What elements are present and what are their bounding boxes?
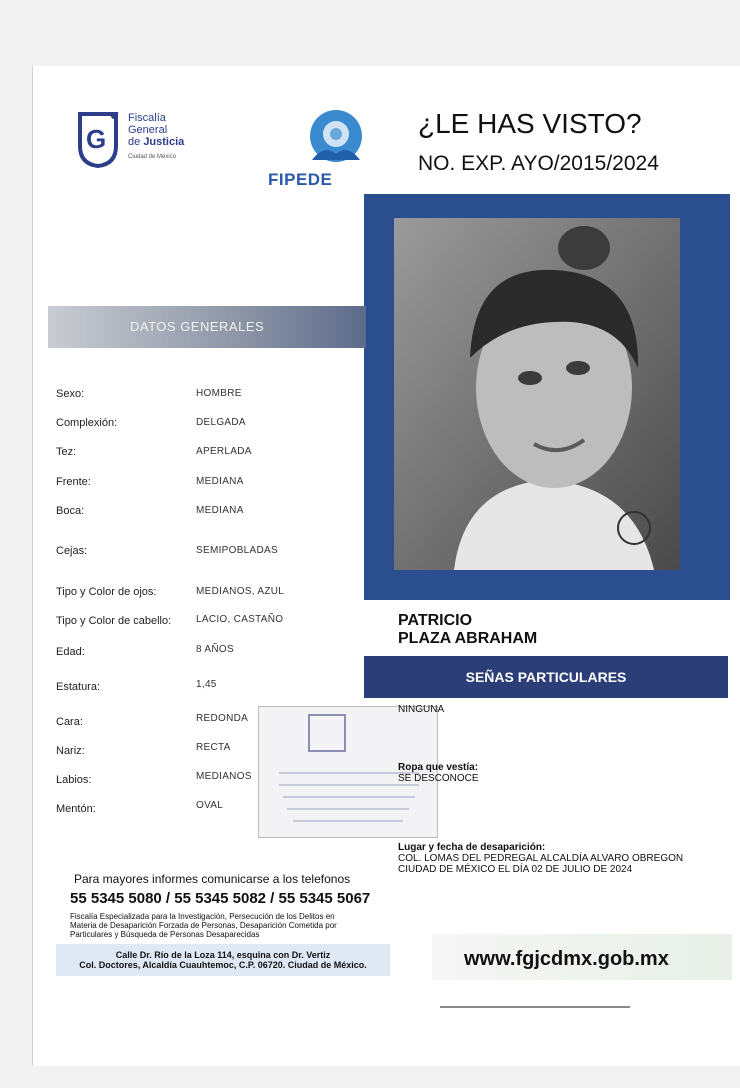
ropa-label: Ropa que vestía:: [398, 762, 479, 773]
fipede-label: FIPEDE: [268, 170, 333, 189]
person-last-names: PLAZA ABRAHAM: [398, 630, 538, 647]
fiscalia-line-1: Fiscalía Especializada para la Investigación, Persecución de los Delitos en: [70, 912, 335, 921]
org-sub: Ciudad de México: [128, 154, 177, 160]
field-value-sexo: HOMBRE: [196, 388, 242, 399]
field-value-cejas: SEMIPOBLADAS: [196, 545, 278, 556]
field-value-frente: MEDIANA: [196, 476, 244, 487]
expedient-number: NO. EXP. AYO/2015/2024: [418, 152, 659, 175]
field-value-nariz: RECTA: [196, 742, 231, 753]
org-line-3-bold: Justicia: [143, 136, 185, 148]
field-label-complexion: Complexión:: [56, 417, 118, 429]
field-label-estatura: Estatura:: [56, 681, 101, 693]
datos-generales-bar: [48, 306, 366, 348]
field-value-ojos: MEDIANOS, AZUL: [196, 586, 285, 597]
phone-numbers: 55 5345 5080 / 55 5345 5082 / 55 5345 5067: [70, 890, 371, 907]
org-line-1: Fiscalía: [128, 112, 166, 124]
field-value-complexion: DELGADA: [196, 417, 246, 428]
field-value-cara: REDONDA: [196, 713, 249, 724]
fiscalia-description: [70, 912, 390, 939]
lugar-block: [398, 842, 683, 875]
fipede-emblem-icon: [250, 108, 366, 170]
fipede-logo: [250, 108, 366, 188]
lugar-label: Lugar y fecha de desaparición:: [398, 842, 546, 853]
section-title: DATOS GENERALES: [130, 319, 265, 334]
website-link[interactable]: www.fgjcdmx.gob.mx: [464, 948, 669, 970]
field-label-frente: Frente:: [56, 476, 91, 488]
field-label-cabello: Tipo y Color de cabello:: [56, 615, 172, 627]
headline: ¿LE HAS VISTO?: [418, 108, 642, 139]
field-label-tez: Tez:: [56, 446, 77, 458]
photo-frame: [364, 194, 730, 600]
org-line-3-prefix: de: [128, 136, 141, 148]
person-first-name: PATRICIO: [398, 612, 473, 629]
address: [56, 950, 390, 970]
senas-particulares-bar: [364, 656, 728, 698]
field-label-cara: Cara:: [56, 716, 83, 728]
address-box: [56, 944, 390, 976]
svg-text:G: G: [86, 124, 107, 154]
field-label-edad: Edad:: [56, 646, 85, 658]
field-label-boca: Boca:: [56, 505, 85, 517]
field-label-nariz: Nariz:: [56, 745, 85, 757]
field-label-sexo: Sexo:: [56, 388, 85, 400]
field-label-menton: Mentón:: [56, 803, 96, 815]
ropa-value: SE DESCONOCE: [398, 773, 479, 784]
org-line-2: General: [128, 124, 168, 136]
field-value-estatura: 1,45: [196, 679, 217, 690]
field-value-menton: OVAL: [196, 800, 224, 811]
field-value-boca: MEDIANA: [196, 505, 244, 516]
field-value-cabello: LACIO, CASTAÑO: [196, 614, 284, 625]
address-line-1: Calle Dr. Río de la Loza 114, esquina con Dr. Vertiz: [115, 950, 331, 960]
ropa-block: [398, 762, 479, 784]
missing-person-photo: [394, 218, 680, 570]
field-label-ojos: Tipo y Color de ojos:: [56, 586, 157, 598]
fgj-logo: [76, 108, 202, 172]
website-box: [432, 934, 732, 980]
field-label-cejas: Cejas:: [56, 545, 88, 557]
field-value-labios: MEDIANOS: [196, 771, 252, 782]
page-edge: [32, 66, 33, 1066]
lugar-line-2: CIUDAD DE MÉXICO EL DÍA 02 DE JULIO DE 2024: [398, 864, 633, 875]
fiscalia-line-2: Materia de Desaparición Forzada de Personas, Desaparición Cometida por: [70, 921, 337, 930]
address-line-2: Col. Doctores, Alcaldía Cuauhtemoc, C.P. 06720. Ciudad de México.: [79, 960, 367, 970]
field-value-edad: 8 AÑOS: [196, 644, 234, 655]
lugar-line-1: COL. LOMAS DEL PEDREGAL ALCALDÍA ALVARO OBREGON: [398, 853, 684, 864]
field-label-labios: Labios:: [56, 774, 92, 786]
fiscalia-line-3: Particulares y Búsqueda de Personas Desaparecidas: [70, 930, 260, 939]
portrait-image: [394, 218, 680, 570]
fgj-emblem-icon: [76, 110, 122, 168]
bottom-divider: [440, 1006, 630, 1008]
field-value-tez: APERLADA: [196, 446, 252, 457]
person-name: [398, 612, 537, 648]
senas-title: SEÑAS PARTICULARES: [465, 669, 627, 685]
senas-value: NINGUNA: [398, 704, 445, 715]
contact-intro: Para mayores informes comunicarse a los telefonos: [74, 872, 351, 886]
